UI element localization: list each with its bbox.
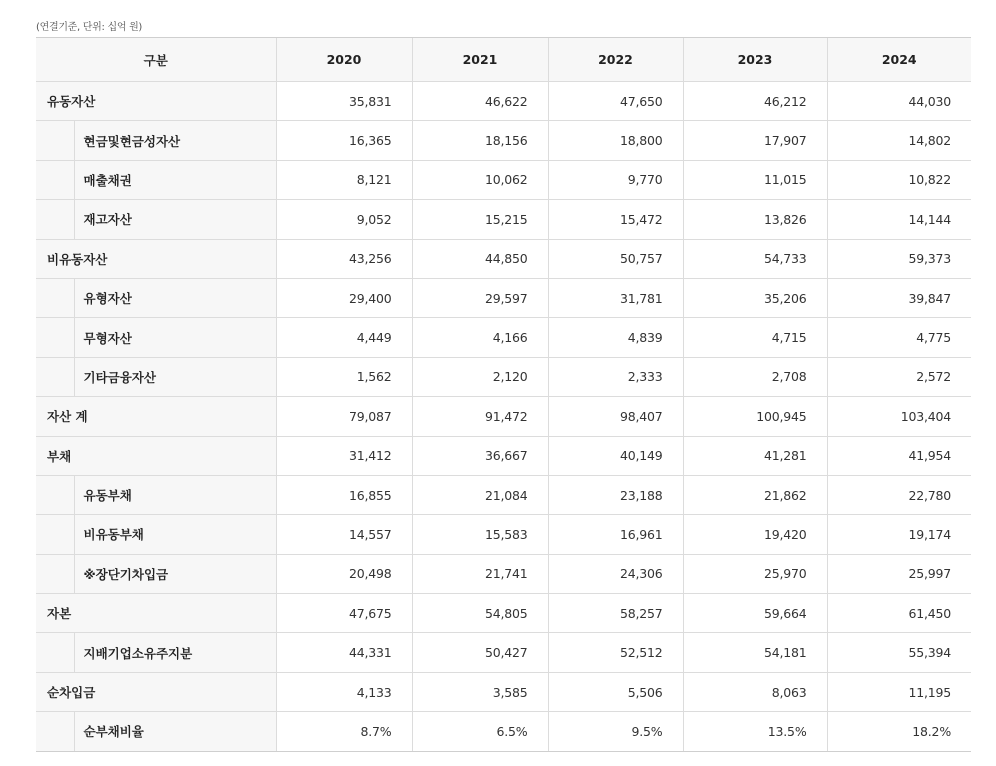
unit-note: (연결기준, 단위: 십억 원) [36,22,143,33]
value-cell: 10,822 [827,160,971,199]
table-row [36,712,971,751]
row-label: 자본 [36,594,276,633]
financial-table [36,37,971,752]
value-cell: 31,781 [548,278,683,317]
value-cell: 2,708 [683,357,827,396]
value-cell: 44,030 [827,82,971,121]
value-cell: 47,675 [276,594,412,633]
value-cell: 18,156 [412,121,548,160]
value-cell: 29,400 [276,278,412,317]
value-cell: 18,800 [548,121,683,160]
value-cell: 50,427 [412,633,548,672]
value-cell: 4,839 [548,318,683,357]
value-cell: 6.5% [412,712,548,751]
value-cell: 52,512 [548,633,683,672]
row-sublabel: 무형자산 [74,318,276,357]
value-cell: 2,572 [827,357,971,396]
value-cell: 14,144 [827,200,971,239]
row-sublabel: 매출채권 [74,160,276,199]
value-cell: 4,715 [683,318,827,357]
value-cell: 79,087 [276,397,412,436]
value-cell: 41,281 [683,436,827,475]
value-cell: 11,015 [683,160,827,199]
value-cell: 22,780 [827,475,971,514]
value-cell: 44,850 [412,239,548,278]
value-cell: 9,770 [548,160,683,199]
value-cell: 55,394 [827,633,971,672]
table-body [36,82,971,752]
header-category: 구분 [36,38,276,82]
table-row [36,633,971,672]
value-cell: 35,206 [683,278,827,317]
indent-cell [36,633,74,672]
value-cell: 4,449 [276,318,412,357]
value-cell: 16,365 [276,121,412,160]
value-cell: 8,121 [276,160,412,199]
table-row [36,278,971,317]
table-header [36,38,971,82]
value-cell: 24,306 [548,554,683,593]
value-cell: 25,970 [683,554,827,593]
indent-cell [36,515,74,554]
value-cell: 15,472 [548,200,683,239]
value-cell: 1,562 [276,357,412,396]
row-label: 비유동자산 [36,239,276,278]
value-cell: 14,802 [827,121,971,160]
table-row [36,82,971,121]
value-cell: 100,945 [683,397,827,436]
table-row [36,515,971,554]
value-cell: 10,062 [412,160,548,199]
value-cell: 35,831 [276,82,412,121]
value-cell: 15,583 [412,515,548,554]
row-sublabel: 유형자산 [74,278,276,317]
value-cell: 9,052 [276,200,412,239]
value-cell: 39,847 [827,278,971,317]
value-cell: 40,149 [548,436,683,475]
indent-cell [36,475,74,514]
value-cell: 41,954 [827,436,971,475]
value-cell: 44,331 [276,633,412,672]
indent-cell [36,318,74,357]
header-year: 2020 [276,38,412,82]
table-row [36,397,971,436]
value-cell: 8,063 [683,672,827,711]
value-cell: 50,757 [548,239,683,278]
table-row [36,672,971,711]
value-cell: 8.7% [276,712,412,751]
row-sublabel: 유동부채 [74,475,276,514]
value-cell: 21,084 [412,475,548,514]
row-sublabel: 재고자산 [74,200,276,239]
table-row [36,554,971,593]
table-row [36,436,971,475]
value-cell: 2,333 [548,357,683,396]
value-cell: 25,997 [827,554,971,593]
value-cell: 43,256 [276,239,412,278]
value-cell: 23,188 [548,475,683,514]
row-sublabel: 기타금융자산 [74,357,276,396]
table-row [36,594,971,633]
indent-cell [36,712,74,751]
indent-cell [36,278,74,317]
value-cell: 5,506 [548,672,683,711]
table-row [36,121,971,160]
value-cell: 16,961 [548,515,683,554]
indent-cell [36,200,74,239]
row-label: 순차입금 [36,672,276,711]
value-cell: 91,472 [412,397,548,436]
row-sublabel: 비유동부채 [74,515,276,554]
table-row [36,318,971,357]
indent-cell [36,121,74,160]
value-cell: 14,557 [276,515,412,554]
value-cell: 58,257 [548,594,683,633]
value-cell: 103,404 [827,397,971,436]
header-year: 2022 [548,38,683,82]
value-cell: 29,597 [412,278,548,317]
value-cell: 13.5% [683,712,827,751]
value-cell: 21,741 [412,554,548,593]
table-row [36,160,971,199]
value-cell: 11,195 [827,672,971,711]
value-cell: 4,775 [827,318,971,357]
row-sublabel: 현금및현금성자산 [74,121,276,160]
row-label: 유동자산 [36,82,276,121]
value-cell: 19,174 [827,515,971,554]
value-cell: 4,133 [276,672,412,711]
value-cell: 17,907 [683,121,827,160]
row-label: 자산 계 [36,397,276,436]
row-label: 부채 [36,436,276,475]
header-row [36,38,971,82]
value-cell: 59,664 [683,594,827,633]
value-cell: 36,667 [412,436,548,475]
indent-cell [36,357,74,396]
indent-cell [36,160,74,199]
value-cell: 21,862 [683,475,827,514]
value-cell: 16,855 [276,475,412,514]
value-cell: 54,733 [683,239,827,278]
header-year: 2023 [683,38,827,82]
value-cell: 3,585 [412,672,548,711]
table-row [36,475,971,514]
header-year: 2024 [827,38,971,82]
value-cell: 2,120 [412,357,548,396]
value-cell: 15,215 [412,200,548,239]
value-cell: 98,407 [548,397,683,436]
value-cell: 46,622 [412,82,548,121]
table-row [36,357,971,396]
value-cell: 46,212 [683,82,827,121]
value-cell: 61,450 [827,594,971,633]
table-row [36,239,971,278]
indent-cell [36,554,74,593]
value-cell: 47,650 [548,82,683,121]
value-cell: 4,166 [412,318,548,357]
table-row [36,200,971,239]
value-cell: 31,412 [276,436,412,475]
value-cell: 13,826 [683,200,827,239]
row-sublabel: 지배기업소유주지분 [74,633,276,672]
value-cell: 18.2% [827,712,971,751]
value-cell: 19,420 [683,515,827,554]
header-year: 2021 [412,38,548,82]
value-cell: 20,498 [276,554,412,593]
value-cell: 59,373 [827,239,971,278]
value-cell: 54,181 [683,633,827,672]
value-cell: 54,805 [412,594,548,633]
value-cell: 9.5% [548,712,683,751]
row-sublabel: 순부채비율 [74,712,276,751]
row-sublabel: ※장단기차입금 [74,554,276,593]
